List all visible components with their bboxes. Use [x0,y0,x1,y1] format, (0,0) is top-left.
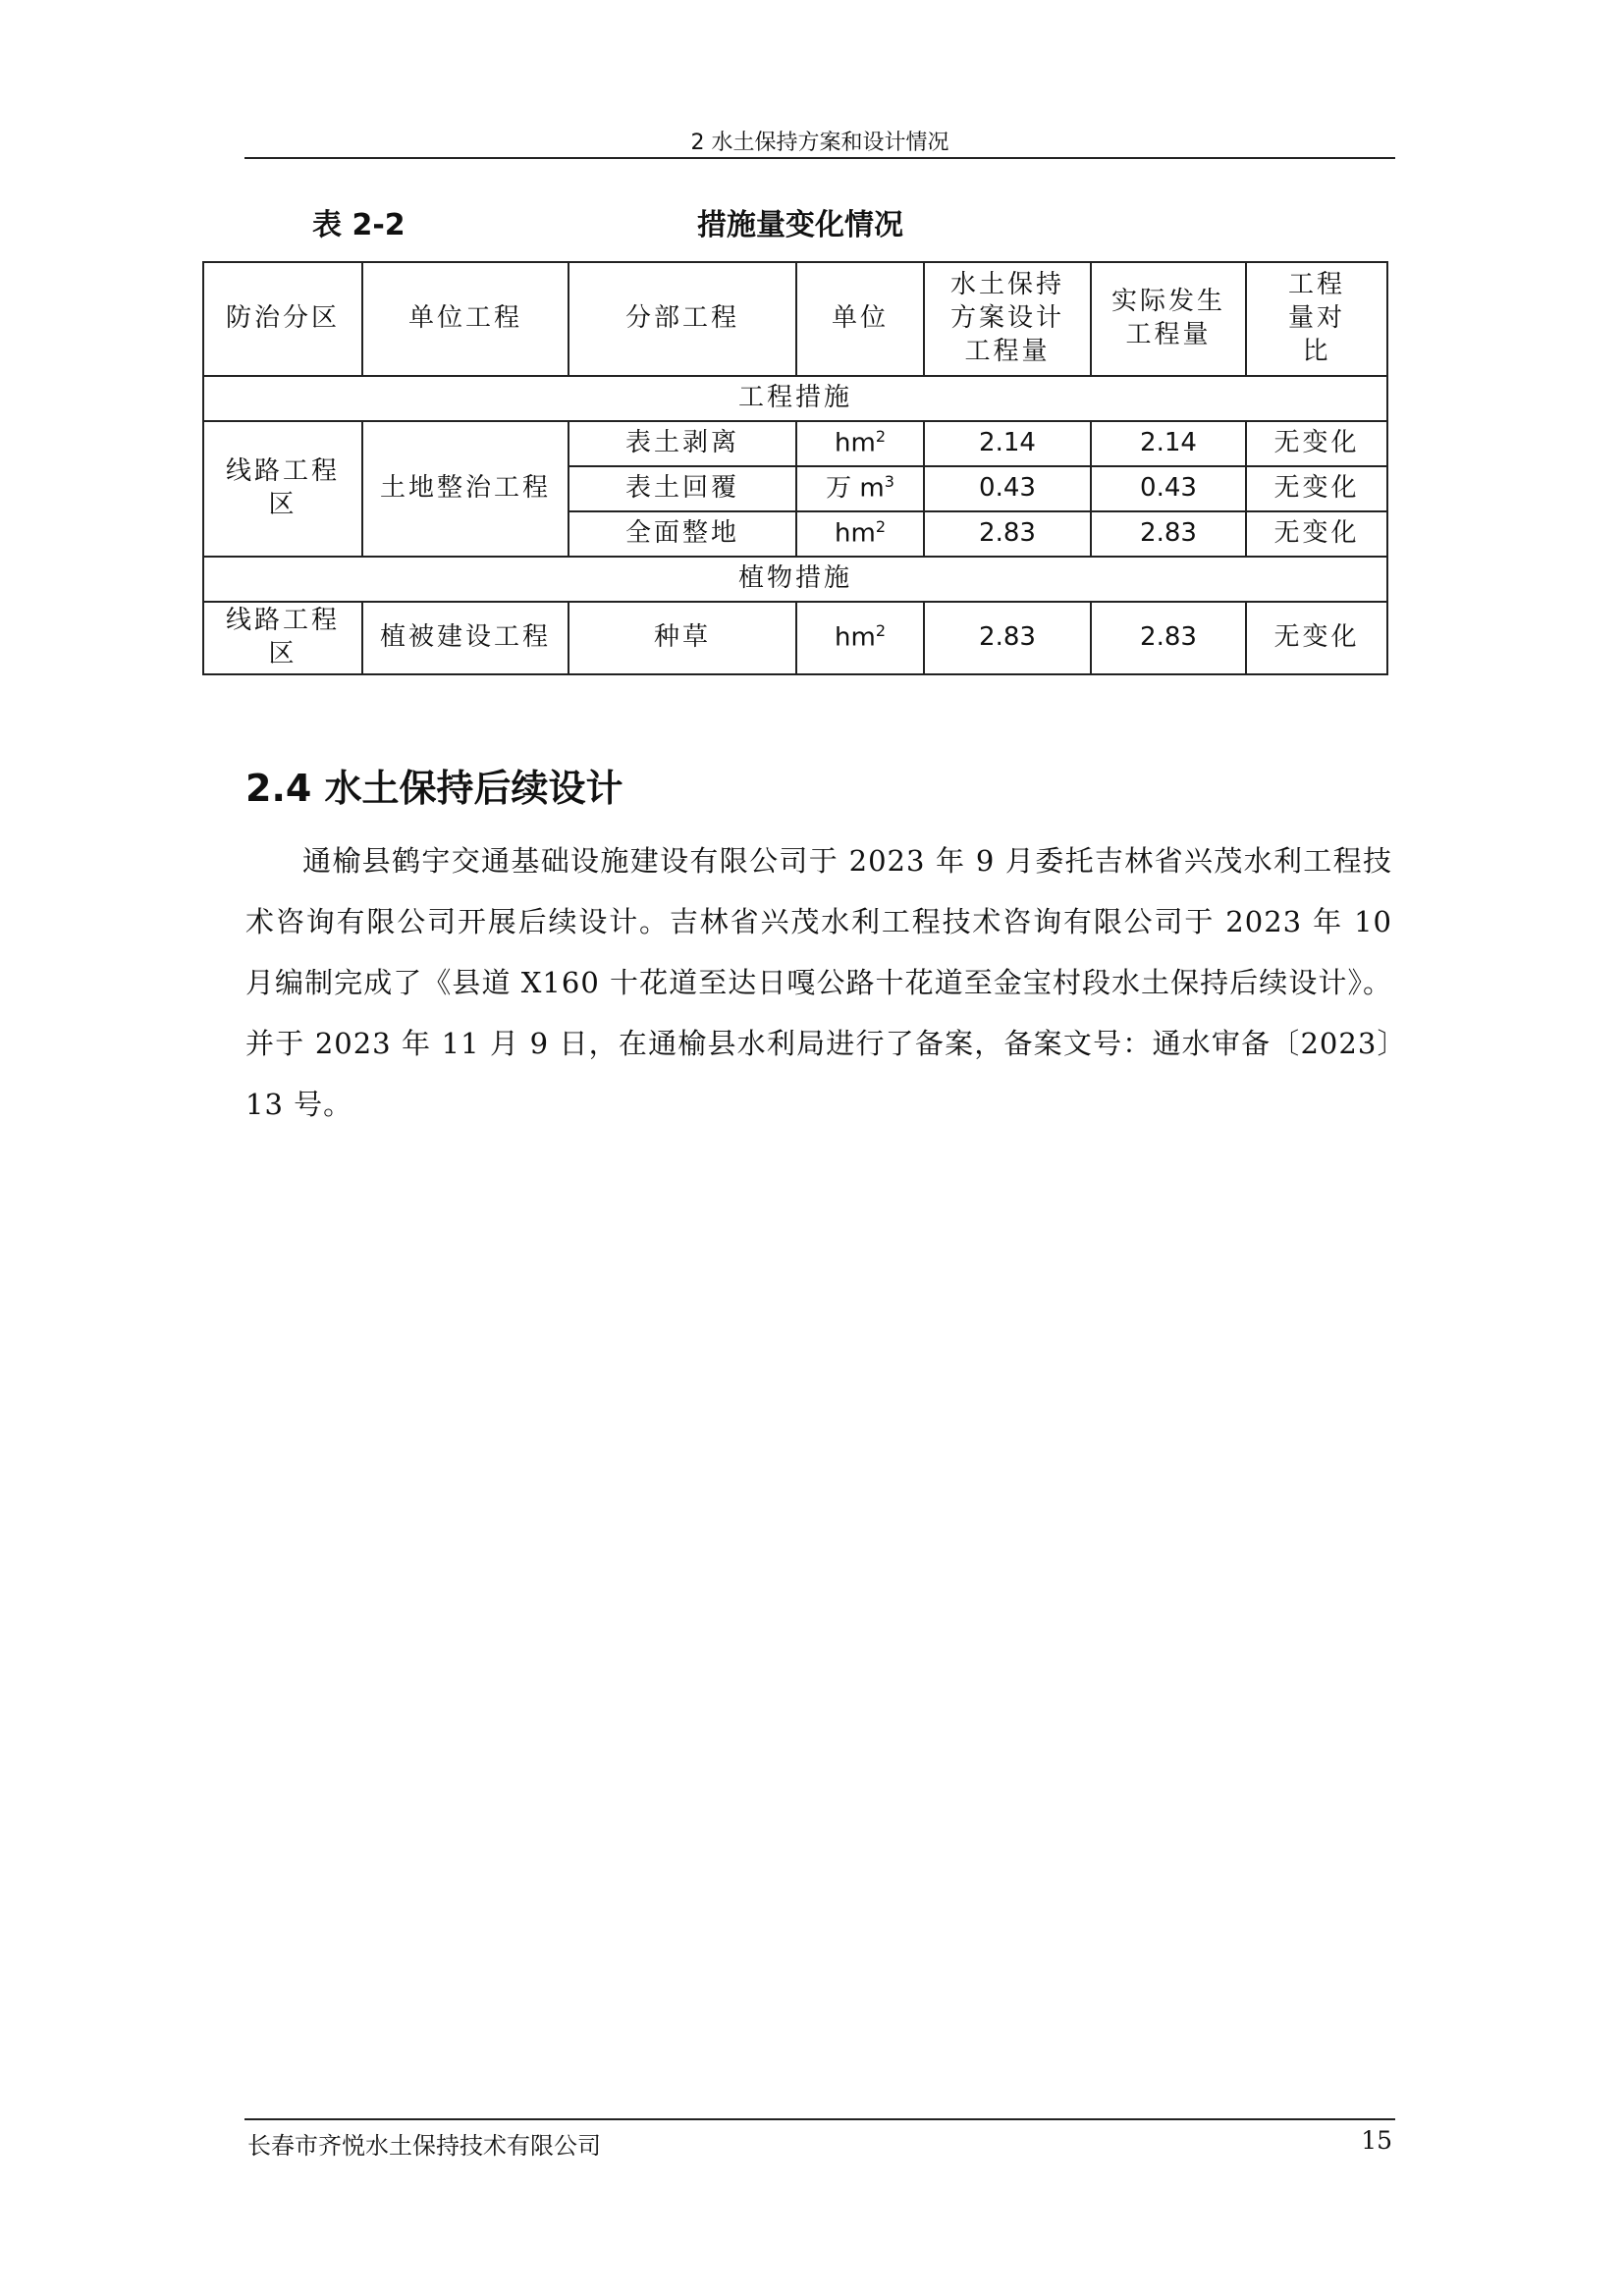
actual-quantity-cell: 0.43 [1091,466,1246,511]
design-quantity-cell: 2.14 [924,421,1091,466]
sub-project-cell: 表土剥离 [568,421,796,466]
sub-project-cell: 种草 [568,602,796,674]
column-header: 实际发生工程量 [1091,262,1246,376]
actual-quantity-cell: 2.83 [1091,602,1246,674]
comparison-cell: 无变化 [1246,511,1387,557]
table-row [203,602,1387,674]
column-header: 单位 [796,262,924,376]
zone-cell: 线路工程区 [203,421,362,557]
column-header: 分部工程 [568,262,796,376]
comparison-cell: 无变化 [1246,421,1387,466]
sub-project-cell: 表土回覆 [568,466,796,511]
unit-project-cell: 植被建设工程 [362,602,568,674]
column-header: 单位工程 [362,262,568,376]
design-quantity-cell: 2.83 [924,511,1091,557]
table-row [203,421,1387,466]
table-header-row [203,262,1387,376]
footer-divider [244,2118,1395,2120]
sub-project-cell: 全面整地 [568,511,796,557]
section-row-vegetation [203,557,1387,602]
actual-quantity-cell: 2.14 [1091,421,1246,466]
section-label: 植物措施 [203,557,1387,602]
zone-cell: 线路工程区 [203,602,362,674]
section-row-engineering [203,376,1387,421]
design-quantity-cell: 0.43 [924,466,1091,511]
unit-cell: $hm^2$ [796,421,924,466]
table-title: 措施量变化情况 [697,208,903,242]
unit-cell: $hm^2$ [796,602,924,674]
comparison-cell: 无变化 [1246,602,1387,674]
footer-company: 长春市齐悦水土保持技术有限公司 [247,2132,601,2160]
unit-cell: 万 $m^3$ [796,466,924,511]
section-heading: 2.4 水土保持后续设计 [245,767,623,810]
comparison-cell: 无变化 [1246,466,1387,511]
design-quantity-cell: 2.83 [924,602,1091,674]
table-number: 表 2-2 [312,208,406,242]
header-divider [244,157,1395,159]
section-label: 工程措施 [203,376,1387,421]
column-header: 防治分区 [203,262,362,376]
actual-quantity-cell: 2.83 [1091,511,1246,557]
column-header: 水土保持方案设计工程量 [924,262,1091,376]
table-caption [0,200,1624,240]
unit-project-cell: 土地整治工程 [362,421,568,557]
running-header: 2 水土保持方案和设计情况 [690,131,949,155]
page-number: 15 [1361,2126,1392,2155]
body-paragraph: 通榆县鹤宇交通基础设施建设有限公司于 2023 年 9 月委托吉林省兴茂水利工程技术咨询有限公司开展后续设计。吉林省兴茂水利工程技术咨询有限公司于 2023 年 10 月编制完成了《县道 X160 十花道至达日嘎公路十花道至金宝村段水土保持后续设计》。并于 2023 年 11 月 9 日，在通榆县水利局进行了备案，备案文号：通水审备〔2023〕13 号。 [245,844,1392,1121]
unit-cell: $hm^2$ [796,511,924,557]
measures-table [202,261,1388,675]
column-header: 工程量对比 [1246,262,1387,376]
